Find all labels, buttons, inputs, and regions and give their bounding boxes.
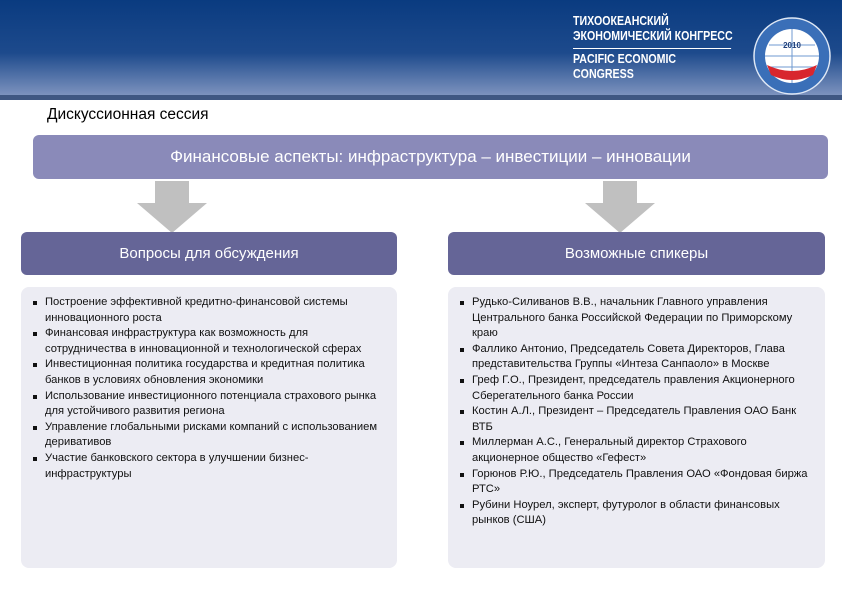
arrow-down-icon <box>585 181 655 233</box>
list-item: Финансовая инфраструктура как возможность для сотрудничества в инновационной и технологической сферах <box>33 326 387 357</box>
logo-line-3: PACIFIC ECONOMIC <box>573 52 677 66</box>
svg-text:2010: 2010 <box>783 41 801 50</box>
list-item: Использование инвестиционного потенциала страхового рынка для устойчивого развития региона <box>33 389 387 420</box>
list-item: Миллерман А.С., Генеральный директор Страхового акционерное общество «Гефест» <box>460 435 815 466</box>
discussion-questions-list <box>21 287 397 568</box>
discussion-questions-header <box>21 232 397 275</box>
speakers-header <box>448 232 825 275</box>
logo-rule <box>573 48 731 49</box>
list-item: Горюнов Р.Ю., Председатель Правления ОАО «Фондовая биржа РТС» <box>460 467 815 498</box>
list-item: Инвестиционная политика государства и кредитная политика банков в условиях обновления экономики <box>33 357 387 388</box>
list-item: Участие банковского сектора в улучшении бизнес-инфраструктуры <box>33 451 387 482</box>
logo-line-4: CONGRESS <box>573 67 634 81</box>
list-item: Построение эффективной кредитно-финансовой системы инновационного роста <box>33 295 387 326</box>
list-item: Фаллико Антонио, Председатель Совета Директоров, Глава представительства Группы «Интеза Санпаоло» в Москве <box>460 342 815 373</box>
speakers-list <box>448 287 825 568</box>
session-topic: Финансовые аспекты: инфраструктура – инвестиции – инновации <box>170 147 691 166</box>
logo-line-1: ТИХООКЕАНСКИЙ <box>573 14 669 28</box>
banner-divider <box>0 95 842 100</box>
list-item: Греф Г.О., Президент, председатель правления Акционерного Сберегательного банка России <box>460 373 815 404</box>
speakers-title: Возможные спикеры <box>564 245 709 262</box>
session-title: Дискуссионная сессия <box>47 106 209 123</box>
session-topic-box <box>33 135 828 179</box>
arrow-down-icon <box>137 181 207 233</box>
list-item: Рудько-Силиванов В.В., начальник Главного управления Центрального банка Российской Федерации по Приморскому краю <box>460 295 815 342</box>
list-item: Костин А.Л., Президент – Председатель Правления ОАО Банк ВТБ <box>460 404 815 435</box>
congress-logo-text <box>573 14 733 82</box>
list-item: Управление глобальными рисками компаний с использованием деривативов <box>33 420 387 451</box>
logo-line-2: ЭКОНОМИЧЕСКИЙ КОНГРЕСС <box>573 29 733 43</box>
congress-seal-icon <box>753 17 831 95</box>
discussion-questions-title: Вопросы для обсуждения <box>119 245 299 262</box>
list-item: Рубини Ноурел, эксперт, футуролог в области финансовых рынков (США) <box>460 498 815 529</box>
